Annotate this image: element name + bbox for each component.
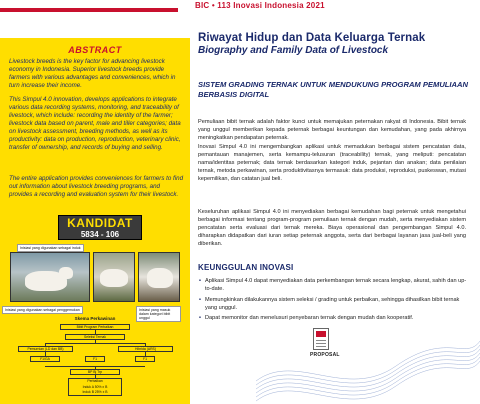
- body-paragraph-2: Inovasi Simpul 4.0 ini mengembangkan aplikasi untuk memadukan berbagai sistem pencatatan data, pemantauan manajemen, serta kemampu-telusuran (traceability) ternak, yang meliputi: pencatatan nama/identitas peternak; data ternak berdasarkan kategori induk, pejantan dan anakan; data penilaian ternak, metoda perkawinan, serta produktivitasnya termasuk: data produksi, reproduksi, puskeswan, mutasi kepemilikan, dan catatan jual beli.: [198, 144, 466, 183]
- proposal-icon-line: [316, 340, 326, 341]
- proposal-icon-line: [316, 346, 326, 347]
- proposal-document-icon: [313, 328, 329, 350]
- cattle-figure: [100, 269, 128, 287]
- livestock-photos: [10, 252, 180, 302]
- diagram-connector: [45, 343, 145, 344]
- abstract-paragraph-1: Livestock breeds is the key factor for advancing livestock economy in Indonesia. Superior livestock breeds provide farmers with various advantages and conveniences, which in turn increase their income.: [9, 58, 176, 89]
- breeding-diagram: [10, 316, 180, 404]
- title-indonesian: Riwayat Hidup dan Data Keluarga Ternak: [198, 32, 426, 44]
- diagram-node-l4: BP Bj Trp: [70, 369, 120, 375]
- advantage-item-2: • Memungkinkan dilakukannya sistem seleksi / grading untuk perbaikan, sehingga dihasilkan bibit ternak yang unggul.: [198, 296, 468, 312]
- livestock-photo-2: [93, 252, 135, 302]
- diagram-node-l3b: F1: [85, 356, 105, 362]
- diagram-node-left: Pemurnian (LD dan BB): [18, 346, 73, 352]
- candidate-badge: [58, 215, 142, 240]
- photo-caption-top: Inisiasi yang digunakan sebagai induk: [17, 244, 84, 252]
- candidate-code: 5834 - 106: [80, 230, 120, 239]
- header-accent-bar: [0, 8, 178, 12]
- diagram-node-result: [68, 378, 122, 396]
- abstract-paragraph-3: The entire application provides conveniences for farmers to find out information about livestock breeding programs, and provides a recording and evaluation system for their livestock.: [9, 175, 184, 198]
- header-publication: [195, 1, 325, 10]
- diagram-result-line-1: Induk A 50% x B: [82, 384, 108, 389]
- livestock-photo-1: [10, 252, 90, 302]
- title-english: Biography and Family Data of Livestock: [198, 45, 389, 56]
- proposal-label: PROPOSAL: [310, 352, 340, 358]
- proposal-icon-header: [316, 331, 326, 337]
- advantages-list: [198, 277, 468, 325]
- cattle-head: [59, 267, 73, 279]
- advantage-item-1: • Aplikasi Simpul 4.0 dapat menyediakan data perkembangan ternak secara lengkap, akurat, sahih dan up-to-date.: [198, 277, 468, 293]
- diagram-node-l3a: F1/GA: [30, 356, 60, 362]
- diagram-node-right: Hibrida (ARS): [118, 346, 173, 352]
- candidate-label: KANDIDAT: [67, 216, 133, 230]
- abstract-title: ABSTRACT: [68, 45, 122, 55]
- section-heading: SISTEM GRADING TERNAK UNTUK MENDUKUNG PROGRAM PEMULIAAN BERBASIS DIGITAL: [198, 80, 468, 99]
- photo-caption-bottom-left: Inisiasi yang digunakan sebagai penggemukan: [2, 306, 83, 314]
- cattle-figure: [147, 268, 173, 288]
- abstract-paragraph-2: This Simpul 4.0 innovation, develops applications to integrate various data recording systems, monitoring, and traceability of livestock, which include: recording the identity of the farmer; livestock data based on parent, male and tiller categories; data on livestock assessment, breeding methods, as well as its productivity: data on production, reproduction, veterinary clinic, transfer of ownership, and records of buying and selling.: [9, 96, 181, 151]
- body-paragraph-1: Pemuliaan bibit ternak adalah faktor kunci untuk memajukan peternakan rakyat di Indonesia. Bibit ternak yang unggul memberikan kepada peternak berbagai keuntungan dan kemudahan, yang pada akhirnya meningkatkan pendapatan peternak.: [198, 119, 466, 142]
- diagram-node-l3c: F1: [135, 356, 155, 362]
- proposal-icon-line: [316, 343, 326, 344]
- header-separator: •: [211, 1, 215, 10]
- diagram-title: Skema Perkawinan: [74, 316, 116, 321]
- diagram-node-level2: Seleksi Ternak: [65, 334, 125, 340]
- header-label: BIC: [195, 1, 210, 10]
- diagram-result-line-2: Induk B 25% x B: [82, 390, 108, 394]
- wave-line: [256, 361, 480, 401]
- advantage-item-3: • Dapat memonitor dan menelusuri penyebaran ternak dengan mudah dan kooperatif.: [198, 314, 468, 322]
- header-publication-text: 113 Inovasi Indonesia 2021: [217, 1, 325, 10]
- diagram-result-title: Perbaikan: [87, 379, 103, 383]
- advantages-title: KEUNGGULAN INOVASI: [198, 263, 294, 272]
- body-paragraph-3: Keseluruhan aplikasi Simpul 4.0 ini menyediakan berbagai kemudahan bagi peternak untuk mengetahui berbagai informasi tentang program-program pemuliaan ternak dengan mudah, serta menyediakan sistem pencatatan serta evaluasi dari ternak mereka. Biaya operasional dan pengembangan Simpul 4.0. diharapkan didapatkan dari iuran setiap peternak anggota, serta dari berbagai layanan jasa jual-beli yang diberikan.: [198, 209, 466, 248]
- diagram-node-root: Bibit Program Perbaikan: [60, 324, 130, 330]
- wave-decoration: [256, 339, 480, 404]
- livestock-photo-3: [138, 252, 180, 302]
- photo-caption-bottom-right: Inisiasi yang masuk dalam kategori bibit unggul: [136, 306, 181, 322]
